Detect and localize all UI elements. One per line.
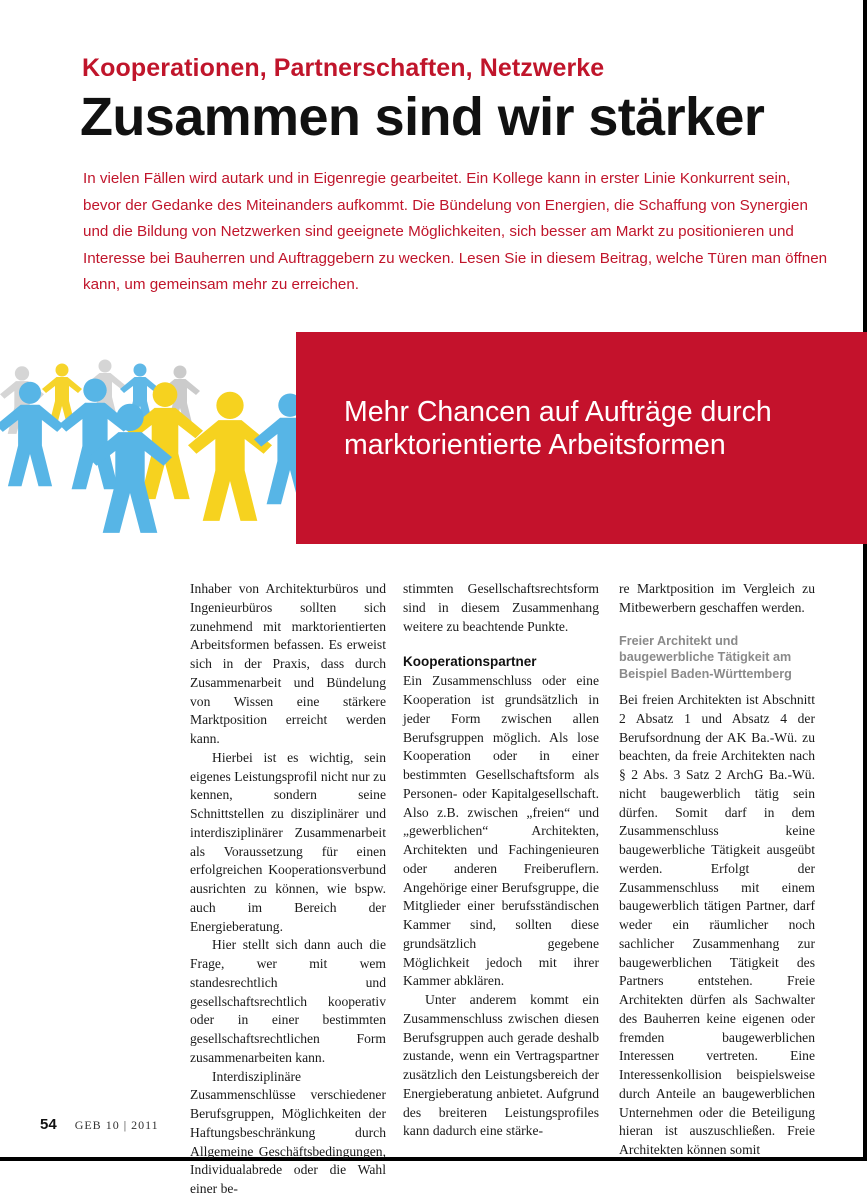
banner-text: Mehr Chancen auf Aufträge durch marktorientierte Arbeitsformen <box>344 396 772 461</box>
paper-people-circle-illustration-icon <box>0 332 300 544</box>
section-heading: Freier Architekt und baugewerbliche Tätigkeit am Beispiel Baden-Württemberg <box>619 633 792 681</box>
paragraph: re Marktposition im Vergleich zu Mitbewerbern geschaffen werden. <box>619 581 815 615</box>
paragraph: Hier stellt sich dann auch die Frage, wer mit wem standesrechtlich und gesellschaftsrechtlich kooperativ oder in einer bestimmten gesellschaftsrechtlichen Form zusammenarbeiten kann. <box>190 937 386 1065</box>
paragraph: stimmten Gesellschaftsrechtsform sind in diesem Zusammenhang weitere zu beachtende Punkte. <box>403 581 599 634</box>
paragraph: Unter anderem kommt ein Zusammenschluss zwischen diesen Berufsgruppen auch gerade deshalb zustande, wenn ein Vertragspartner zusätzlich den Leistungsbereich der Energieberatung anbietet. Aufgrund des breiteren Leistungsprofiles kann dadurch eine stärke- <box>403 992 599 1139</box>
paragraph: Inhaber von Architekturbüros und Ingenieurbüros sollten sich zunehmend mit marktorientierten Arbeitsformen befassen. Es erweist sich in der Praxis, dass durch Zusammenarbeit und Bündelung von Wissen eine stärkere Marktposition erreicht werden kann. <box>190 581 386 746</box>
article-headline: Zusammen sind wir stärker <box>80 87 765 147</box>
issue-label: GEB 10 | 2011 <box>74 1118 159 1132</box>
text-column-3 <box>619 580 815 1160</box>
paragraph: Bei freien Architekten ist Abschnitt 2 Absatz 1 und Absatz 4 der Berufsordnung der AK Ba.-Wü. zu beachten, da freie Architekten nach § 2 Abs. 3 Satz 2 ArchG Ba.-Wü. nicht baugewerblich tätig sein dürfen. Somit darf in dem Zusammenschluss keine baugewerbliche Tätigkeit ausgeübt werden. Erfolgt der Zusammenschluss mit einem baugewerblich tätigen Partner, darf weder ein räumlicher noch sachlicher Zusammenhang zur baugewerblichen Tätigkeit des Partners entstehen. Freie Architekten dürfen als Sachwalter des Bauherren keine eigenen oder fremden baugewerblichen Interessen vertreten. Eine Interessenkollision beispielsweise durch Anteile an baugewerblichen Unternehmen oder die Beteiligung hieran ist auszuschließen. Freie Architekten können somit <box>619 692 815 1157</box>
section-heading: Kooperationspartner <box>403 654 537 670</box>
paragraph: Hierbei ist es wichtig, sein eigenes Leistungsprofil nicht nur zu kennen, sondern seine Schnittstellen zu disziplinärer und interdisziplinärer Zusammenarbeit als Voraussetzung für einen erfolgreichen Kooperationsverbund ausrichten zu können, wie bspw. auch im Bereich der Energieberatung. <box>190 749 386 934</box>
page-edge-right <box>863 0 867 1161</box>
paragraph: Ein Zusammenschluss oder eine Kooperation ist grundsätzlich in jeder Form zwischen allen Berufsgruppen möglich. Als lose Kooperation oder in einer bestimmten Gesellschaftsform als Personen- oder Kapitalgesellschaft. Also z.B. zwischen „freien“ und „gewerblichen“ Architekten, Architekten und Fachingenieuren oder anderen Freiberuflern. Angehörige einer Berufsgruppe, die Mitglieder einer berufsständischen Kammer sind, sollten diese grundsätzlich gegebene Möglichkeit jedoch mit ihrer Kammer abklären. <box>403 673 599 989</box>
page-footer <box>40 1116 159 1134</box>
article-kicker: Kooperationen, Partnerschaften, Netzwerke <box>82 54 605 82</box>
paper-people-illustration <box>0 332 300 544</box>
text-column-1 <box>190 580 386 1199</box>
text-column-2 <box>403 580 599 1141</box>
section-banner <box>296 332 867 544</box>
paragraph: Interdisziplinäre Zusammenschlüsse verschiedener Berufsgruppen, Möglichkeiten der Haftungsbeschränkung durch Allgemeine Geschäftsbedingungen, Individualabrede oder die Wahl einer be- <box>190 1068 386 1196</box>
article-intro: In vielen Fällen wird autark und in Eigenregie gearbeitet. Ein Kollege kann in erster Linie Konkurrent sein, bevor der Gedanke des Miteinanders aufkommt. Die Bündelung von Energien, die Schaffung von Synergien und die Bildung von Netzwerken sind geeignete Möglichkeiten, sich besser am Markt zu positionieren und Interesse bei Bauherren und Auftraggebern zu wecken. Lesen Sie in diesem Beitrag, welche Türen man öffnen kann, um gemeinsam mehr zu erreichen. <box>83 170 828 293</box>
page-number: 54 <box>40 1116 57 1133</box>
